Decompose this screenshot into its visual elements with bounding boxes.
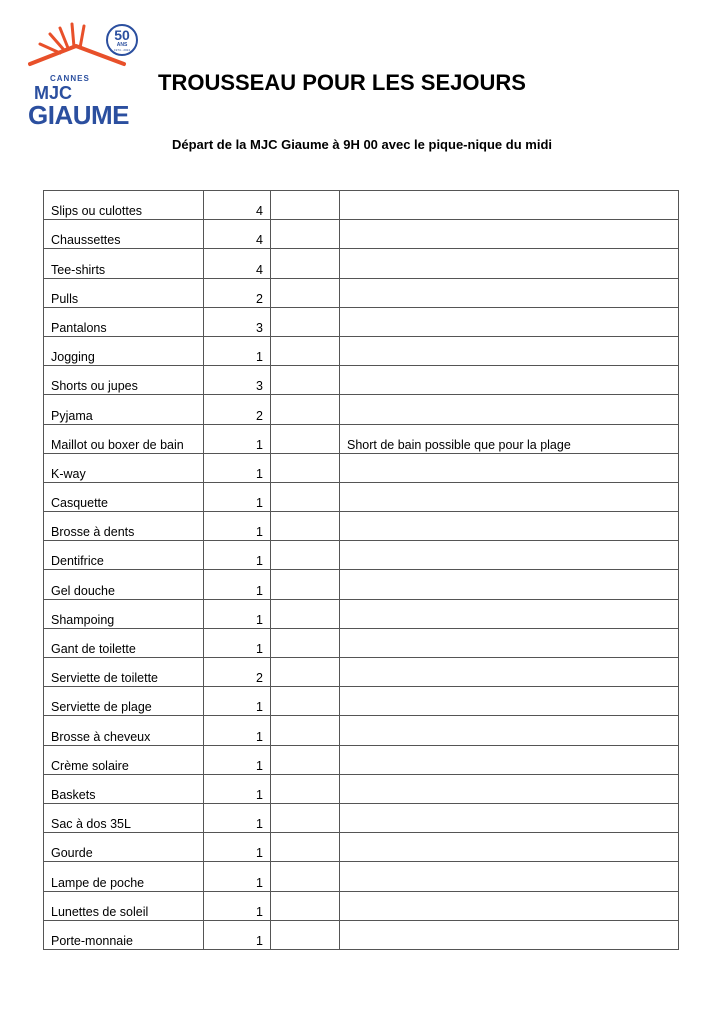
checkbox-cell (271, 745, 340, 774)
checkbox-cell (271, 599, 340, 628)
table-row (44, 628, 679, 657)
checkbox-cell (271, 920, 340, 949)
item-name: Lampe de poche (44, 862, 204, 891)
item-quantity: 1 (204, 803, 271, 832)
checkbox-cell (271, 687, 340, 716)
table-row (44, 891, 679, 920)
checkbox-cell (271, 366, 340, 395)
table-row (44, 249, 679, 278)
item-quantity: 2 (204, 658, 271, 687)
item-name: Pyjama (44, 395, 204, 424)
anniversary-word: ANS (116, 42, 128, 48)
item-quantity: 1 (204, 424, 271, 453)
checkbox-cell (271, 803, 340, 832)
checkbox-cell (271, 658, 340, 687)
mjc-giaume-logo (24, 20, 140, 130)
item-name: K-way (44, 453, 204, 482)
item-note (340, 920, 679, 949)
item-note (340, 570, 679, 599)
item-quantity: 1 (204, 336, 271, 365)
item-quantity: 1 (204, 716, 271, 745)
checkbox-cell (271, 541, 340, 570)
item-quantity: 1 (204, 482, 271, 511)
item-note (340, 833, 679, 862)
item-name: Serviette de toilette (44, 658, 204, 687)
item-name: Gourde (44, 833, 204, 862)
anniversary-number: 50 (114, 27, 130, 43)
item-note (340, 687, 679, 716)
item-quantity: 1 (204, 891, 271, 920)
checkbox-cell (271, 453, 340, 482)
table-row (44, 687, 679, 716)
item-name: Dentifrice (44, 541, 204, 570)
item-quantity: 1 (204, 833, 271, 862)
item-name: Shorts ou jupes (44, 366, 204, 395)
trousseau-table (43, 190, 679, 950)
item-note (340, 395, 679, 424)
item-name: Baskets (44, 774, 204, 803)
item-quantity: 3 (204, 307, 271, 336)
item-name: Sac à dos 35L (44, 803, 204, 832)
checkbox-cell (271, 716, 340, 745)
checkbox-cell (271, 395, 340, 424)
checkbox-cell (271, 424, 340, 453)
item-note (340, 862, 679, 891)
item-quantity: 4 (204, 220, 271, 249)
item-note: Short de bain possible que pour la plage (340, 424, 679, 453)
table-row (44, 541, 679, 570)
item-note (340, 628, 679, 657)
checkbox-cell (271, 891, 340, 920)
item-note (340, 599, 679, 628)
table-row (44, 424, 679, 453)
logo-city: CANNES (50, 74, 90, 83)
item-quantity: 2 (204, 395, 271, 424)
table-row (44, 191, 679, 220)
checkbox-cell (271, 278, 340, 307)
item-quantity: 1 (204, 920, 271, 949)
item-name: Gant de toilette (44, 628, 204, 657)
item-name: Shampoing (44, 599, 204, 628)
checkbox-cell (271, 307, 340, 336)
table-row (44, 774, 679, 803)
item-quantity: 1 (204, 862, 271, 891)
item-quantity: 4 (204, 249, 271, 278)
item-name: Jogging (44, 336, 204, 365)
table-row (44, 570, 679, 599)
item-name: Tee-shirts (44, 249, 204, 278)
item-note (340, 453, 679, 482)
item-note (340, 716, 679, 745)
checkbox-cell (271, 862, 340, 891)
item-note (340, 774, 679, 803)
item-name: Pantalons (44, 307, 204, 336)
checkbox-cell (271, 628, 340, 657)
item-note (340, 803, 679, 832)
table-row (44, 395, 679, 424)
item-quantity: 1 (204, 512, 271, 541)
item-note (340, 512, 679, 541)
page-title: TROUSSEAU POUR LES SEJOURS (158, 70, 526, 95)
table-row (44, 803, 679, 832)
item-name: Slips ou culottes (44, 191, 204, 220)
item-note (340, 249, 679, 278)
table-row (44, 453, 679, 482)
checkbox-cell (271, 570, 340, 599)
item-note (340, 336, 679, 365)
item-quantity: 1 (204, 599, 271, 628)
item-quantity: 1 (204, 541, 271, 570)
table-row (44, 512, 679, 541)
item-name: Casquette (44, 482, 204, 511)
checkbox-cell (271, 249, 340, 278)
checkbox-cell (271, 220, 340, 249)
checkbox-cell (271, 191, 340, 220)
anniversary-years: 1974 - 2024 (113, 48, 130, 52)
item-note (340, 482, 679, 511)
table-row (44, 307, 679, 336)
page-subtitle: Départ de la MJC Giaume à 9H 00 avec le pique-nique du midi (172, 137, 552, 152)
item-name: Maillot ou boxer de bain (44, 424, 204, 453)
item-quantity: 1 (204, 774, 271, 803)
item-quantity: 2 (204, 278, 271, 307)
item-name: Gel douche (44, 570, 204, 599)
table-row (44, 278, 679, 307)
table-row (44, 833, 679, 862)
item-name: Serviette de plage (44, 687, 204, 716)
checkbox-cell (271, 833, 340, 862)
item-quantity: 1 (204, 453, 271, 482)
item-note (340, 366, 679, 395)
item-note (340, 278, 679, 307)
item-quantity: 3 (204, 366, 271, 395)
table-row (44, 920, 679, 949)
item-name: Brosse à dents (44, 512, 204, 541)
checkbox-cell (271, 774, 340, 803)
item-note (340, 541, 679, 570)
table-row (44, 716, 679, 745)
item-note (340, 220, 679, 249)
item-note (340, 658, 679, 687)
item-name: Pulls (44, 278, 204, 307)
item-note (340, 191, 679, 220)
item-note (340, 307, 679, 336)
logo-name-line2: GIAUME (28, 100, 129, 130)
item-quantity: 4 (204, 191, 271, 220)
table-row (44, 220, 679, 249)
item-note (340, 891, 679, 920)
table-row (44, 658, 679, 687)
table-row (44, 336, 679, 365)
table-row (44, 366, 679, 395)
item-name: Porte-monnaie (44, 920, 204, 949)
checkbox-cell (271, 512, 340, 541)
checkbox-cell (271, 336, 340, 365)
logo-name-line1: MJC (34, 83, 73, 103)
item-quantity: 1 (204, 745, 271, 774)
anniversary-badge (106, 24, 138, 56)
item-name: Crème solaire (44, 745, 204, 774)
item-quantity: 1 (204, 687, 271, 716)
table-row (44, 599, 679, 628)
table-row (44, 482, 679, 511)
item-name: Brosse à cheveux (44, 716, 204, 745)
item-quantity: 1 (204, 628, 271, 657)
item-quantity: 1 (204, 570, 271, 599)
table-row (44, 862, 679, 891)
item-name: Lunettes de soleil (44, 891, 204, 920)
item-name: Chaussettes (44, 220, 204, 249)
item-note (340, 745, 679, 774)
table-row (44, 745, 679, 774)
checkbox-cell (271, 482, 340, 511)
